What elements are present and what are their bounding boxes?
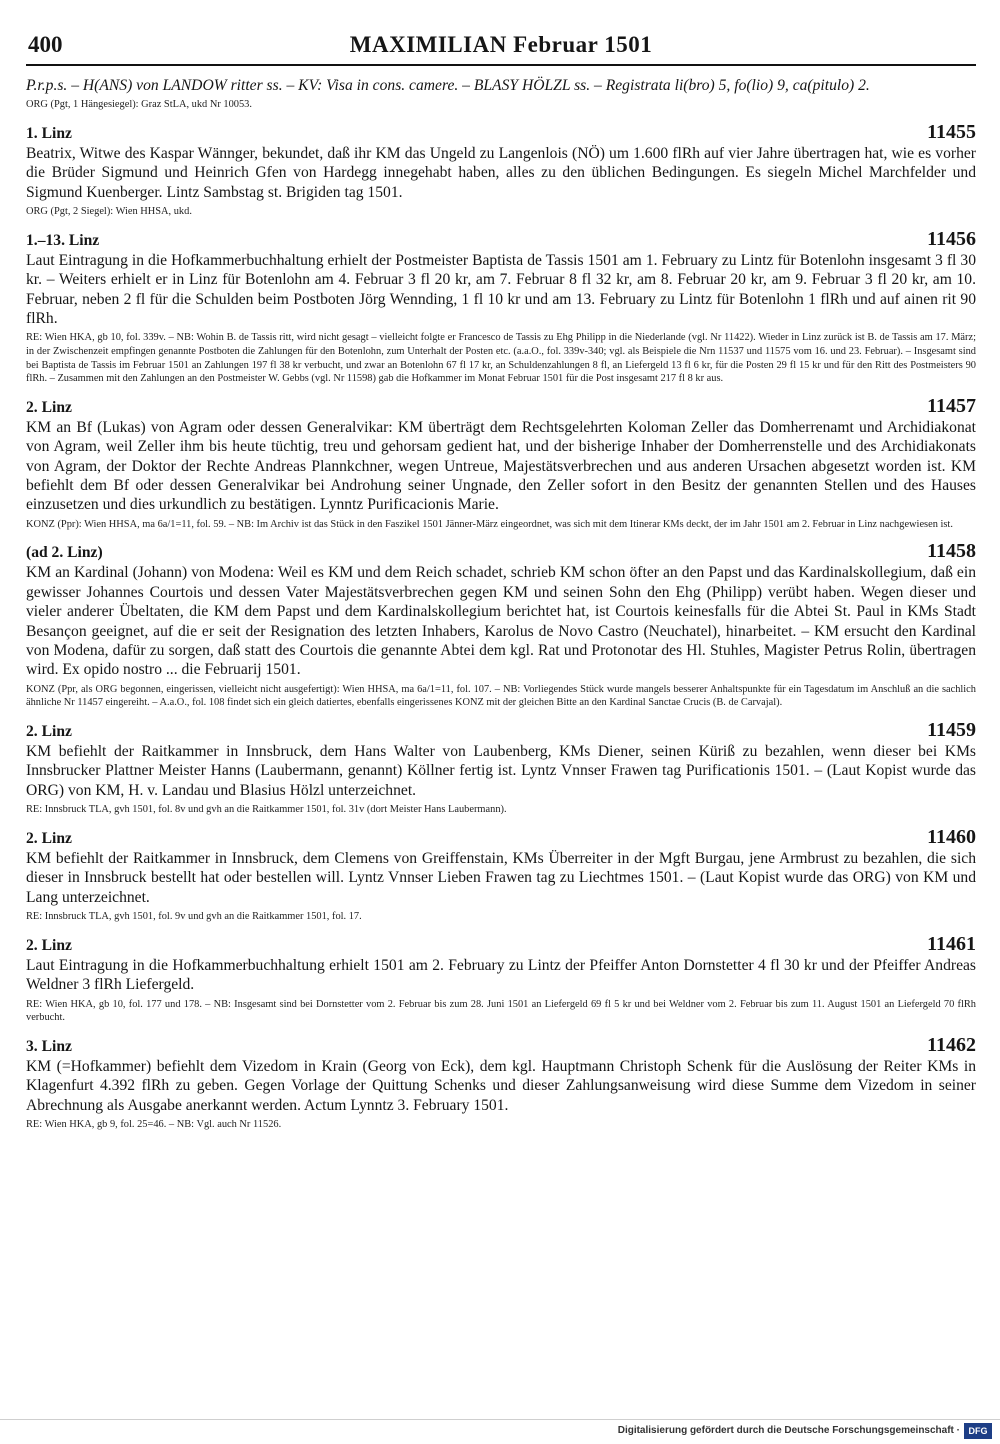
entry-11455 — [26, 121, 976, 219]
footer-credit: Digitalisierung gefördert durch die Deutsche Forschungsgemeinschaft · — [617, 1425, 960, 1436]
entry-place: 2. Linz — [26, 398, 72, 416]
entry-11459 — [26, 719, 976, 817]
entry-11461 — [26, 933, 976, 1025]
entry-place: 3. Linz — [26, 1037, 72, 1055]
entry-text: KM befiehlt der Raitkammer in Innsbruck, dem Hans Walter von Laubenberg, KMs Diener, seinen Küriß zu bezahlen, wenn dieser bei KMs Innsbrucker Plattner Meister Hanns (Laubermann, genannt) Köllner fertig ist. Lyntz Vnnser Frawen tag Purificationis 1501. – (Laut Kopist wurde das ORG) von KM, H. v. Landau und Blasius Hölzl unterzeichnet. — [26, 743, 976, 799]
entry-header — [26, 719, 976, 742]
entry-11460 — [26, 826, 976, 924]
entry-place: 2. Linz — [26, 829, 72, 847]
entry-note: RE: Wien HKA, gb 9, fol. 25=46. – NB: Vgl. auch Nr 11526. — [26, 1118, 282, 1130]
document-page — [26, 30, 976, 1132]
entry-header — [26, 395, 976, 418]
entry-header — [26, 540, 976, 563]
entry-header — [26, 1034, 976, 1057]
digitization-footer — [0, 1419, 1000, 1444]
entry-text: Laut Eintragung in die Hofkammerbuchhaltung erhielt der Postmeister Baptista de Tassis 1501 am 1. February zu Lintz für Botenlohn insgesamt 3 fl 30 kr. – Weiters erhielt er in Linz für Botenlohn am 4. Februar 3 fl 20 kr, am 7. Februar 8 fl 32 kr, am 8. Februar 20 kr, am 9. Februar 3 fl 20 kr, am 10. Februar, neben 2 fl für die Schulden beim Postboten Jörg Wennding, 1 fl 10 kr und am 13. February zu Lintz für Botenlohn 1 flRh und auf ainen rit 90 flRh. — [26, 251, 976, 328]
entry-text: KM an Kardinal (Johann) von Modena: Weil es KM und dem Reich schadet, schrieb KM schon öfter an den Papst und das Kardinalskollegium, daß ein gewisser Johannes Courtois und dessen Vater Majestätsverbrechen gegen KM und seinen Sohn den Ehg (Philipp) verübt haben. Wegen dieser und vieler anderer Übeltaten, die KM dem Papst und dem Kardinalskollegium berichtet hat, ist Courtois keinesfalls für die Abtei St. Paul in KMs Stadt Besançon geeignet, auf die er seit der Resignation des letzten Inhabers, Karolus de Novo Castro (Neuchatel), hinarbeitet. – KM ersucht den Kardinal von Modena, dafür zu sorgen, daß statt des Courtois die genannte Abtei dem kgl. Rat und Protonotar des Hl. Stuhles, Magister Petrus Rolin, übertragen wird. Ex opido nostro ... die Februarij 1501. — [26, 564, 976, 679]
running-header — [26, 30, 976, 66]
entry-number: 11460 — [927, 825, 976, 848]
entry-11457 — [26, 395, 976, 532]
entry-number: 11456 — [927, 227, 976, 250]
entry-note: RE: Wien HKA, gb 10, fol. 339v. – NB: Wohin B. de Tassis ritt, wird nicht gesagt – vielleicht folgte er Francesco de Tassis zu Ehg Philipp in die Niederlande (vgl. Nr 11422). Wieder in Linz zurück ist B. de Tassis am 17. März; in der Zwischenzeit empfingen genannte Postboten die Zahlungen für den Botenlohn, zum Unterhalt der Posten etc. (a.a.O., fol. 339v-340; vgl. als Beispiele die Nrn 11537 und 11575 vom 16. und 23. Februar). – Insgesamt sind bei Baptista de Tassis im Februar 1501 an Zahlungen 197 fl 38 kr verbucht, und zwar an Botenlohn 67 fl 17 kr, an Schuldenzahlungen 8 fl, an Liefergeld 13 fl 6 kr, für die Posten 29 fl 15 kr und für den Ritt des Postmeisters 90 flRh. – Zusammen mit den Zahlungen an den Postmeister W. Gebbs (vgl. Nr 11598) gab die Hofkammer im Monat Februar 1501 für die Post insgesamt 217 fl 8 kr aus. — [26, 332, 976, 385]
entry-text: KM an Bf (Lukas) von Agram oder dessen Generalvikar: KM überträgt dem Rechtsgelehrten Koloman Zeller das Domherrenamt und Archidiakonat von Agram, weil Zeller ihm bis heute tüchtig, treu und gehorsam gedient hat, und der bisherige Inhaber der Domherrenstelle und des Archidiakonats von Agram, der Doktor der Rechte Andreas Plannkchner, wegen Untreue, Majestätsverbrechen und aus anderen Ursachen abgesetzt worden ist. KM befiehlt dem Bf oder dessen Generalvikar bei Androhung seiner Ungnade, den Zeller sofort in den Besitz der genannten Stellen und des Hauses einzusetzen und dies urkundlich zu bestätigen. Lynntz Purificacionis Marie. — [26, 418, 976, 514]
preamble-note: ORG (Pgt, 1 Hängesiegel): Graz StLA, ukd Nr 10053. — [26, 99, 252, 111]
entry-header — [26, 933, 976, 956]
entry-number: 11457 — [927, 394, 976, 417]
entry-11456 — [26, 228, 976, 386]
dfg-logo: DFG — [964, 1423, 992, 1439]
entry-text: KM befiehlt der Raitkammer in Innsbruck, dem Clemens von Greiffenstain, KMs Überreiter in der Mgft Burgau, jene Armbrust zu bezahlen, die sich dieser in Innsbruck bestellt hat oder bestellen will. Lyntz Vnnser Lieben Frawen tag zu Liechtmes 1501. – (Laut Kopist wurde das ORG) von KM und Lang unterzeichnet. — [26, 849, 976, 906]
entry-note: KONZ (Ppr, als ORG begonnen, eingerissen, vielleicht nicht ausgefertigt): Wien HHSA, ma 6a/1=11, fol. 107. – NB: Vorliegendes Stück wurde mangels besserer Anhaltspunkte für ein Tagesdatum im Anschluß an die sachlich ähnliche Nr 11457 eingereiht. – A.a.O., fol. 108 findet sich ein gleich datiertes, ebenfalls eingerissenes KONZ mit der gleichen Bitte an den Kardinal Sanctae Crucis (B. de Carvajal). — [26, 683, 976, 709]
entry-header — [26, 826, 976, 849]
entry-number: 11461 — [927, 932, 976, 955]
entry-place: 1. Linz — [26, 125, 72, 142]
entry-number: 11455 — [927, 121, 976, 143]
entry-note: KONZ (Ppr): Wien HHSA, ma 6a/1=11, fol. 59. – NB: Im Archiv ist das Stück in den Faszikel 1501 Jänner-März eingeordnet, was sich mit dem Itinerar KMs deckt, der im Jahr 1501 am 2. Februar in Linz nachgewiesen ist. — [26, 518, 953, 530]
entry-note: ORG (Pgt, 2 Siegel): Wien HHSA, ukd. — [26, 206, 192, 218]
entry-11462 — [26, 1034, 976, 1132]
page-number: 400 — [28, 32, 63, 57]
entry-number: 11462 — [927, 1033, 976, 1056]
entry-text: Laut Eintragung in die Hofkammerbuchhaltung erhielt 1501 am 2. February zu Lintz der Pfeiffer Anton Dornstetter 4 fl 30 kr und der Pfeiffer Andreas Weldner 3 flRh Liefergeld. — [26, 956, 976, 994]
entry-header — [26, 121, 976, 144]
entry-place: (ad 2. Linz) — [26, 544, 103, 562]
entry-note: RE: Innsbruck TLA, gvh 1501, fol. 9v und gvh an die Raitkammer 1501, fol. 17. — [26, 911, 362, 923]
preamble — [26, 76, 976, 112]
entry-header — [26, 228, 976, 251]
entry-number: 11458 — [927, 540, 976, 563]
entry-number: 11459 — [927, 719, 976, 742]
preamble-text: P.r.p.s. – H(ANS) von LANDOW ritter ss. – KV: Visa in cons. camere. – BLASY HÖLZL ss. – Registrata li(bro) 5, fo(lio) 9, ca(pitulo) 2. — [26, 77, 870, 94]
entry-place: 1.–13. Linz — [26, 231, 100, 249]
entry-place: 2. Linz — [26, 936, 72, 954]
entry-note: RE: Wien HKA, gb 10, fol. 177 und 178. – NB: Insgesamt sind bei Dornstetter vom 2. Februar bis zum 28. Juni 1501 an Liefergeld 69 fl 5 kr und bei Weldner vom 2. Februar bis zum 11. August 1501 an Liefergeld 70 flRh verbucht. — [26, 998, 976, 1024]
entry-note: RE: Innsbruck TLA, gvh 1501, fol. 8v und gvh an die Raitkammer 1501, fol. 31v (dort Meister Hans Laubermann). — [26, 804, 507, 816]
page-title: MAXIMILIAN Februar 1501 — [349, 32, 653, 57]
entry-11458 — [26, 540, 976, 710]
entry-text: KM (=Hofkammer) befiehlt dem Vizedom in Krain (Georg von Eck), dem kgl. Hauptmann Christoph Schenk für die Auslösung der Reiter KMs in Klagenfurt 4.392 flRh zu geben. Gegen Vorlage der Quittung Schenks und dieser Zahlungsanweisung wird diese Summe dem Vizedom in seiner Abrechnung als Ausgabe anerkannt werden. Actum Lynntz 3. February 1501. — [26, 1057, 976, 1114]
entry-place: 2. Linz — [26, 723, 72, 741]
entry-text: Beatrix, Witwe des Kaspar Wännger, bekundet, daß ihr KM das Ungeld zu Langenlois (NÖ) um 1.600 flRh auf vier Jahre übertragen hat, wie es vorher die Brüder Sigmund und Heinrich Gfen von Hardegg innegehabt haben, alles zu den üblichen Bedingungen. Es siegeln Michel Marchfelder und Sigmund Kuenberger. Lintz Sambstag st. Brigiden tag 1501. — [26, 145, 976, 201]
